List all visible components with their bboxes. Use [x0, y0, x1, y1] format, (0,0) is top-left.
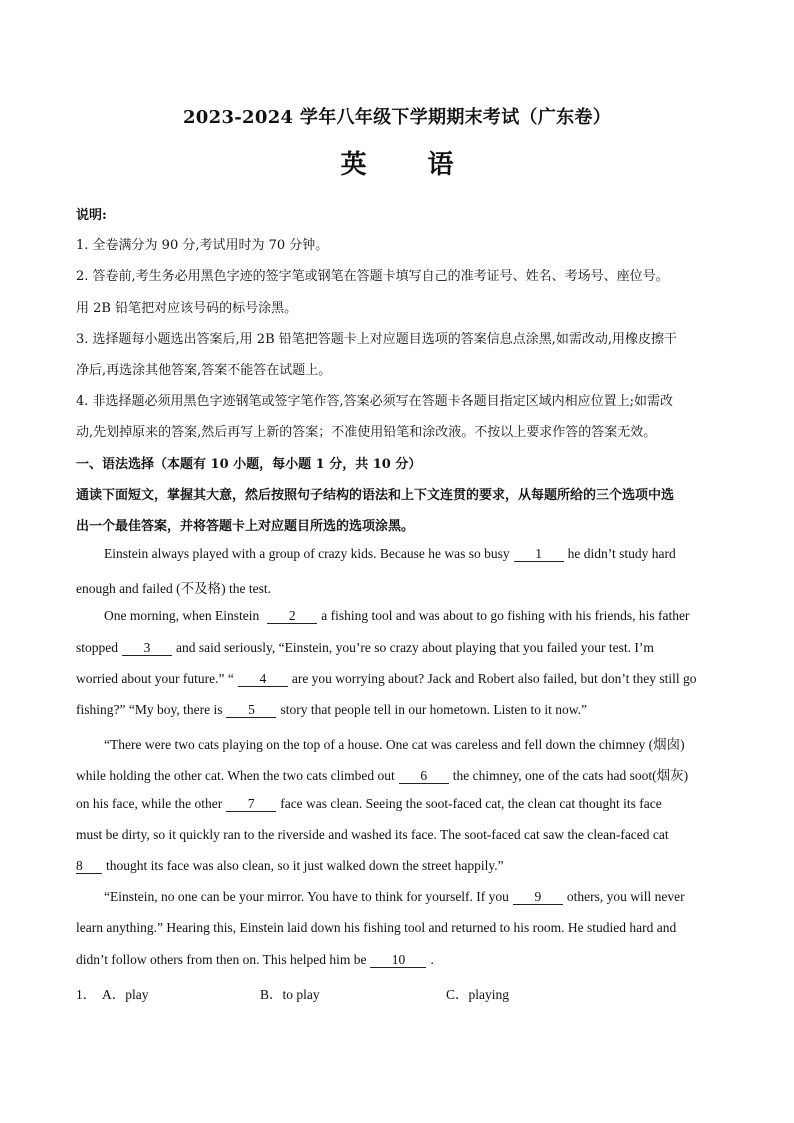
passage-text: are you worrying about? Jack and Robert also failed, but don’t they still go	[291, 671, 697, 686]
instruction-line: 用 2B 铅笔把对应该号码的标号涂黑。	[76, 301, 298, 316]
passage-text: worried about your future.” “	[76, 671, 234, 686]
blank-1: 1	[514, 547, 564, 562]
passage-line: must be dirty, so it quickly ran to the riverside and washed its face. The soot-faced cat saw the clean-faced cat	[76, 827, 669, 842]
passage-text: others, you will never	[566, 889, 685, 904]
blank-10: 10	[370, 953, 426, 968]
blank-3: 3	[122, 641, 172, 656]
passage-line	[104, 608, 689, 624]
passage-text: on his face, while the other	[76, 796, 223, 811]
option-a: A．play	[102, 987, 149, 1002]
passage-text: while holding the other cat. When the two cats climbed out	[76, 768, 395, 783]
option-b: B．to play	[260, 987, 320, 1002]
passage-line	[104, 546, 676, 562]
passage-line	[76, 858, 504, 874]
passage-text: stopped	[76, 640, 118, 655]
blank-8: 8	[76, 859, 102, 874]
passage-line	[76, 640, 654, 656]
passage-text: thought its face was also clean, so it just walked down the street happily.”	[106, 858, 504, 873]
question-number: 1．	[76, 987, 97, 1002]
passage-line	[104, 889, 685, 905]
passage-text: he didn’t study hard	[567, 546, 676, 561]
section-heading: 一、语法选择（本题有 10 小题，每小题 1 分，共 10 分）	[76, 457, 422, 472]
blank-5: 5	[226, 703, 276, 718]
passage-text: .	[430, 952, 434, 967]
passage-line	[76, 796, 662, 812]
blank-7: 7	[226, 797, 276, 812]
instructions-heading: 说明:	[76, 208, 107, 223]
passage-text: didn’t follow others from then on. This helped him be	[76, 952, 367, 967]
passage-text: “Einstein, no one can be your mirror. You have to think for yourself. If you	[104, 889, 509, 904]
instruction-line: 2. 答卷前,考生务必用黑色字迹的签字笔或钢笔在答题卡填写自己的准考证号、姓名、考场号、座位号。	[76, 269, 669, 284]
passage-text: and said seriously, “Einstein, you’re so crazy about playing that you failed your test. I’m	[176, 640, 654, 655]
instruction-line: 动,先划掉原来的答案,然后再写上新的答案；不准使用铅笔和涂改液。不按以上要求作答的答案无效。	[76, 425, 657, 440]
passage-line	[76, 764, 688, 784]
blank-2: 2	[267, 609, 317, 624]
passage-text: face was clean. Seeing the soot-faced cat, the clean cat thought its face	[280, 796, 662, 811]
blank-9: 9	[513, 890, 563, 905]
section-direction: 通读下面短文，掌握其大意，然后按照句子结构的语法和上下文连贯的要求，从每题所给的三个选项中选	[76, 488, 675, 503]
passage-text: One morning, when Einstein	[104, 608, 260, 623]
passage-line: “There were two cats playing on the top of a house. One cat was careless and fell down the chimney (烟囱)	[104, 737, 685, 752]
instruction-line: 1. 全卷满分为 90 分,考试用时为 70 分钟。	[76, 238, 329, 253]
subject-heading: 英 语	[340, 150, 480, 180]
passage-line	[76, 702, 587, 718]
instruction-line: 净后,再选涂其他答案,答案不能答在试题上。	[76, 363, 332, 378]
passage-text: fishing?” “My boy, there is	[76, 702, 223, 717]
passage-text: story that people tell in our hometown. Listen to it now.”	[280, 702, 588, 717]
option-c: C．playing	[446, 987, 509, 1002]
instruction-line: 4. 非选择题必须用黑色字迹钢笔或签字笔作答,答案必须写在答题卡各题目指定区域内相应位置上;如需改	[76, 394, 674, 409]
passage-text: the chimney, one of the cats had soot(烟灰)	[452, 768, 689, 783]
passage-text: a fishing tool and was about to go fishing with his friends, his father	[321, 608, 690, 623]
passage-line	[76, 952, 434, 968]
passage-line	[76, 671, 697, 687]
blank-4: 4	[238, 672, 288, 687]
instruction-line: 3. 选择题每小题选出答案后,用 2B 铅笔把答题卡上对应题目选项的答案信息点涂黑,如需改动,用橡皮擦干	[76, 332, 678, 347]
passage-line: learn anything.” Hearing this, Einstein laid down his fishing tool and returned to his room. He studied hard and	[76, 920, 677, 935]
blank-6: 6	[399, 769, 449, 784]
section-direction: 出一个最佳答案，并将答题卡上对应题目所选的选项涂黑。	[76, 519, 415, 534]
passage-text: Einstein always played with a group of crazy kids. Because he was so busy	[104, 546, 510, 561]
passage-line: enough and failed (不及格) the test.	[76, 581, 271, 596]
exam-title: 2023-2024 学年八年级下学期期末考试（广东卷）	[182, 107, 612, 128]
